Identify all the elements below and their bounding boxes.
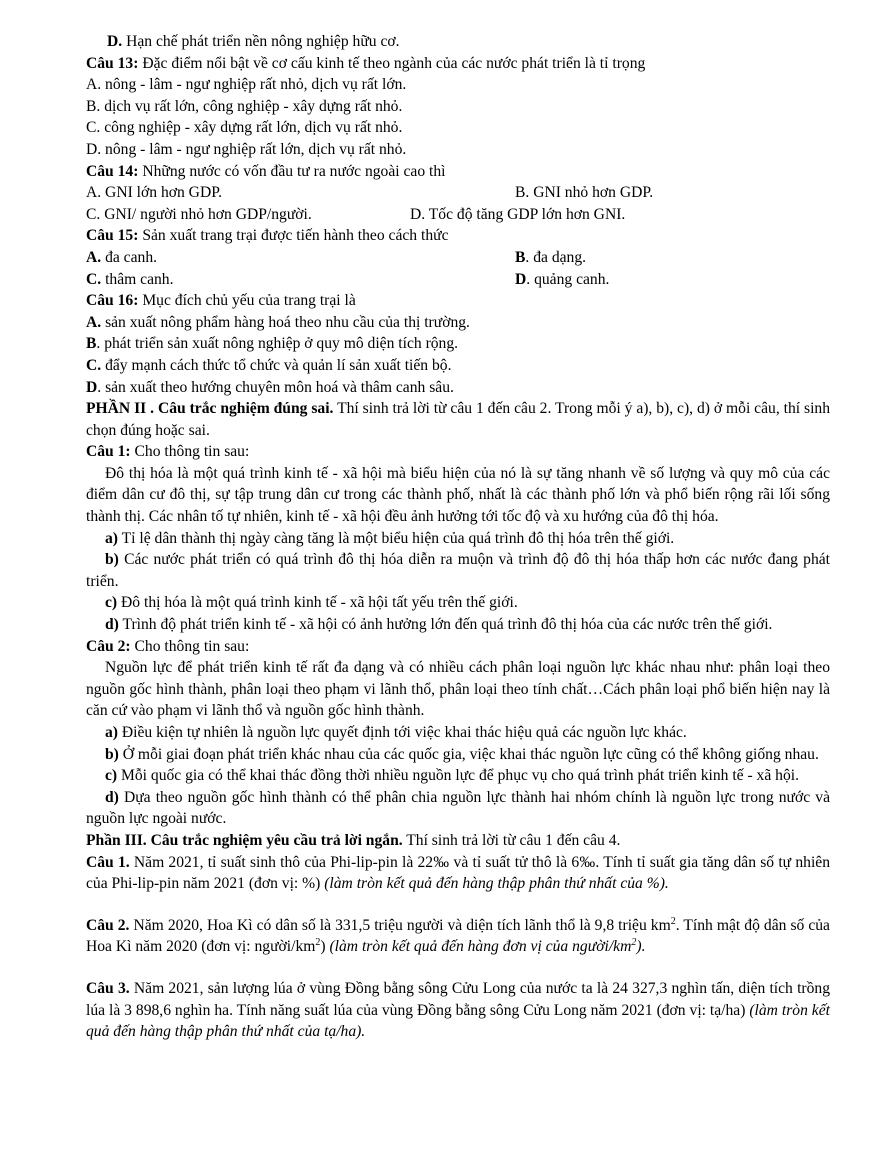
q14-option-a: A. GNI lớn hơn GDP. (86, 184, 223, 202)
question-13 (86, 53, 830, 75)
q14-option-d: D. Tốc độ tăng GDP lớn hơn GNI. (410, 205, 626, 223)
section-instructions: Thí sinh trả lời từ câu 1 đến câu 4. (402, 831, 621, 849)
option-text: sản xuất nông phẩm hàng hoá theo nhu cầu của thị trường. (101, 313, 470, 331)
question-text: Đặc điểm nổi bật về cơ cấu kinh tế theo ngành của các nước phát triển là tỉ trọng (138, 54, 646, 72)
question-text: Năm 2021, sản lượng lúa ở vùng Đồng bằng sông Cửu Long của nước ta là 24 327,3 nghìn tấn, diện tích trồng lúa là 3 898,6 nghìn ha. Tính năng suất lúa của vùng Đồng bằng sông Cửu Long năm 2021 (đơn vị: tạ/ha) (86, 979, 830, 1019)
option-text: . đa dạng. (525, 248, 587, 266)
question-text: Cho thông tin sau: (130, 637, 250, 655)
question-text: Cho thông tin sau: (130, 443, 250, 461)
statement-letter: d) (105, 616, 119, 634)
question-text: Sản xuất trang trại được tiến hành theo cách thức (138, 227, 449, 245)
rounding-note-text: (làm tròn kết quả đến hàng đơn vị của người/km (329, 938, 632, 956)
part2-q2-statement-a (86, 722, 830, 744)
q16-option-d (86, 377, 830, 399)
q16-option-a (86, 312, 830, 334)
q12-option-d (86, 31, 830, 53)
question-15 (86, 225, 830, 247)
statement-letter: d) (105, 788, 119, 806)
statement-letter: a) (105, 529, 118, 547)
question-label: Câu 16: (86, 292, 139, 310)
question-label: Câu 1. (86, 853, 130, 871)
question-text: ) (320, 938, 330, 956)
q14-option-b: B. GNI nhỏ hơn GDP. (515, 184, 654, 202)
spacer (86, 958, 830, 978)
q15-option-d (515, 269, 609, 291)
statement-letter: c) (105, 594, 118, 612)
part2-q2-statement-b (86, 744, 830, 766)
part3-question-1 (86, 852, 830, 895)
q14-option-c: C. GNI/ người nhỏ hơn GDP/người. (86, 205, 312, 223)
part2-q1-statement-a (86, 528, 830, 550)
question-label: Câu 2: (86, 637, 131, 655)
part-2-heading (86, 398, 830, 441)
statement-text: Ở mỗi giai đoạn phát triển khác nhau của các quốc gia, việc khai thác nguồn lực cũng có thể không giống nhau. (118, 745, 819, 763)
q14-options-row-1 (86, 182, 830, 204)
exam-page (86, 31, 830, 1043)
question-label: Câu 3. (86, 979, 130, 997)
q15-options-row-1 (86, 247, 830, 269)
statement-letter: b) (105, 551, 119, 569)
statement-text: Các nước phát triển có quá trình đô thị hóa diễn ra muộn và trình độ đô thị hóa thấp hơn các nước đang phát triển. (86, 551, 830, 590)
q15-option-b (515, 247, 586, 269)
superscript: 2 (315, 937, 321, 949)
statement-letter: c) (105, 767, 118, 785)
statement-text: Trình độ phát triển kinh tế - xã hội có ảnh hưởng lớn đến quá trình đô thị hóa của các nước trên thế giới. (118, 616, 773, 634)
question-label: Câu 15: (86, 227, 139, 245)
part2-q2-statement-d (86, 787, 830, 830)
rounding-note (329, 938, 645, 955)
question-label: Câu 2. (86, 916, 130, 934)
part-3-heading (86, 830, 830, 852)
option-text: thâm canh. (101, 270, 174, 288)
q13-option-c: C. công nghiệp - xây dựng rất lớn, dịch vụ rất nhỏ. (86, 119, 403, 137)
option-letter: A. (86, 248, 102, 266)
q15-option-c (86, 269, 515, 291)
question-text: Những nước có vốn đầu tư ra nước ngoài cao thì (138, 162, 446, 180)
part3-question-2 (86, 915, 830, 958)
q16-option-c (86, 355, 830, 377)
question-label: Câu 1: (86, 443, 131, 461)
question-16 (86, 290, 830, 312)
option-text: . quảng canh. (526, 270, 610, 288)
statement-letter: a) (105, 724, 118, 741)
option-text: Hạn chế phát triển nền nông nghiệp hữu cơ. (122, 33, 400, 50)
option-letter: B (86, 335, 97, 353)
q16-option-b (86, 333, 830, 355)
statement-text: Tỉ lệ dân thành thị ngày càng tăng là một biểu hiện của quá trình đô thị hóa trên thế giới. (118, 529, 675, 547)
option-letter: A. (86, 313, 102, 331)
question-text: Năm 2021, tỉ suất sinh thô của Phi-lip-pin là 22‰ và tỉ suất tử thô là 6‰. Tính tỉ suất gia tăng dân số tự nhiên của Phi-lip-pin năm 2021 (đơn vị: %) (86, 853, 830, 893)
q15-options-row-2 (86, 269, 830, 291)
option-letter: C. (86, 356, 102, 374)
question-text: . Tính mật độ dân số của Hoa Kì năm 2020 (đơn vị: người/km (86, 916, 830, 956)
section-title: Phần III. Câu trắc nghiệm yêu cầu trả lời ngắn. (86, 831, 403, 849)
option-letter: D. (107, 33, 123, 50)
option-letter: B (515, 248, 526, 266)
rounding-note: (làm tròn kết quả đến hàng thập phân thứ nhất của %). (324, 875, 669, 893)
part2-q1-passage: Đô thị hóa là một quá trình kinh tế - xã hội mà biểu hiện của nó là sự tăng nhanh về số lượng và quy mô của các điểm dân cư đô thị, sự tập trung dân cư trong các thành phố, nhất là các thành phố lớn và phổ biến rộng rãi lối sống thành thị. Các nhân tố tự nhiên, kinh tế - xã hội đều ảnh hưởng tới tốc độ và xu hướng của đô thị hóa. (86, 464, 830, 526)
superscript: 2 (670, 915, 676, 927)
statement-letter: b) (105, 745, 119, 763)
option-letter: D (86, 378, 98, 396)
question-text: Mục đích chủ yếu của trang trại là (138, 292, 356, 310)
part2-q1-statement-c (86, 592, 830, 614)
question-label: Câu 13: (86, 54, 139, 72)
q15-option-a (86, 247, 515, 269)
part2-question-1 (86, 441, 830, 463)
part3-question-3 (86, 978, 830, 1043)
q13-option-b: B. dịch vụ rất lớn, công nghiệp - xây dựng rất nhỏ. (86, 97, 403, 115)
statement-text: Đô thị hóa là một quá trình kinh tế - xã hội tất yếu trên thế giới. (117, 594, 518, 612)
rounding-note-text: ). (636, 938, 646, 956)
question-14 (86, 161, 830, 183)
rounding-note: (làm tròn kết quả đến hàng thập phân thứ nhất của tạ/ha). (86, 1001, 830, 1041)
section-instructions: Thí sinh trả lời từ câu 1 đến câu 2. Trong mỗi ý a), b), c), d) ở mỗi câu, thí sinh chọn đúng hoặc sai. (86, 400, 830, 439)
option-letter: D (515, 270, 527, 288)
superscript: 2 (631, 937, 637, 949)
option-letter: C. (86, 270, 102, 288)
q13-option-a: A. nông - lâm - ngư nghiệp rất nhỏ, dịch vụ rất lớn. (86, 76, 407, 94)
option-text: . phát triển sản xuất nông nghiệp ở quy mô diện tích rộng. (96, 335, 459, 353)
part2-q2-passage: Nguồn lực để phát triển kinh tế rất đa dạng và có nhiều cách phân loại nguồn lực khác nhau như: phân loại theo nguồn gốc hình thành, phân loại theo phạm vi lãnh thổ, phân loại theo tính chất…Cách phân loại phổ biến hiện nay là căn cứ vào phạm vi lãnh thổ và nguồn gốc hình thành. (86, 659, 830, 720)
part2-q1-statement-d (86, 614, 830, 636)
option-text: . sản xuất theo hướng chuyên môn hoá và thâm canh sâu. (97, 378, 454, 396)
question-label: Câu 14: (86, 162, 139, 180)
q14-options-row-2 (86, 204, 830, 226)
statement-text: Điều kiện tự nhiên là nguồn lực quyết định tới việc khai thác hiệu quả các nguồn lực khác. (118, 724, 687, 741)
part2-q2-statement-c (86, 765, 830, 787)
statement-text: Dựa theo nguồn gốc hình thành có thể phân chia nguồn lực thành hai nhóm chính là nguồn lực trong nước và nguồn lực ngoài nước. (86, 788, 830, 828)
question-text: Năm 2020, Hoa Kì có dân số là 331,5 triệu người và diện tích lãnh thổ là 9,8 triệu km (129, 916, 671, 934)
part2-question-2 (86, 636, 830, 658)
spacer (86, 895, 830, 915)
part2-q1-statement-b (86, 549, 830, 592)
statement-text: Mỗi quốc gia có thể khai thác đồng thời nhiều nguồn lực để phục vụ cho quá trình phát triển kinh tế - xã hội. (117, 767, 800, 785)
q13-option-d: D. nông - lâm - ngư nghiệp rất lớn, dịch vụ rất nhỏ. (86, 140, 407, 158)
option-text: đẩy mạnh cách thức tổ chức và quản lí sản xuất tiến bộ. (101, 356, 452, 374)
option-text: đa canh. (101, 248, 158, 266)
section-title: PHẦN II . Câu trắc nghiệm đúng sai. (86, 400, 334, 418)
